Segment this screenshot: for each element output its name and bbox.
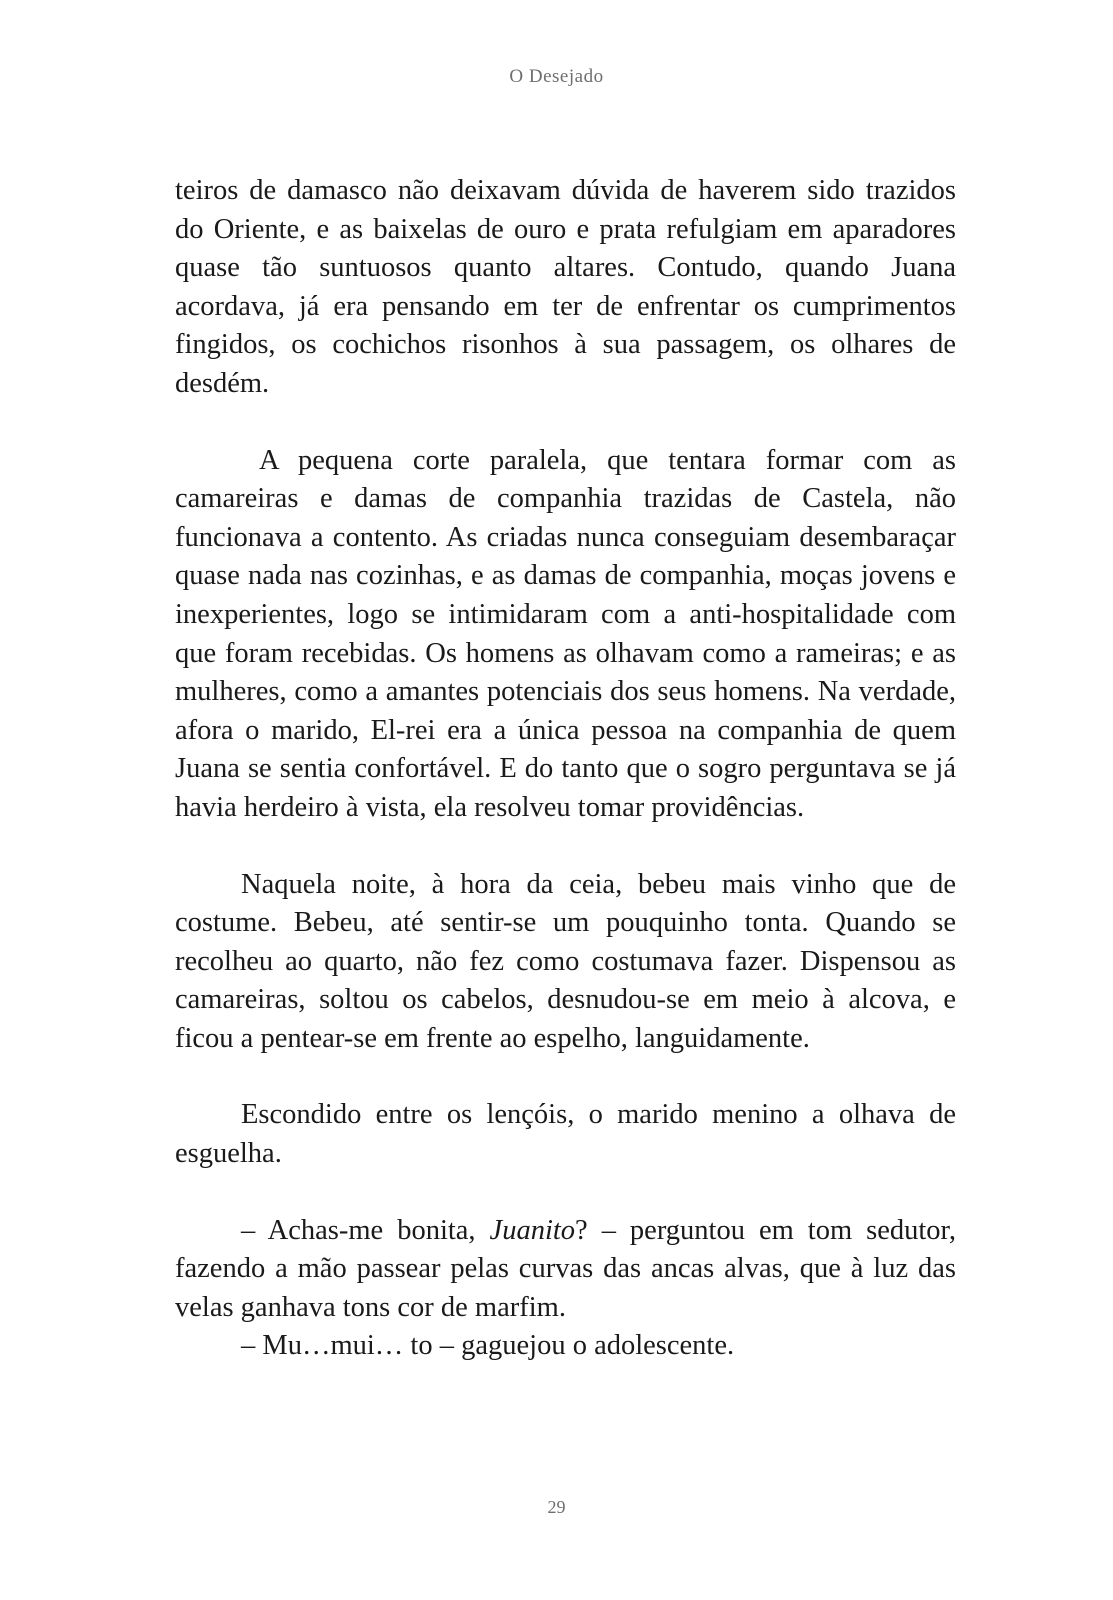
dialogue-line-text: – Achas-me bonita, <box>241 1214 490 1246</box>
paragraph-3: Naquela noite, à hora da ceia, bebeu mais vinho que de costume. Bebeu, até sentir-se um pouquinho tonta. Quando se recolheu ao quarto, não fez como costumava fazer. Dispensou as camareiras, soltou os cabelos, desnudou-se em meio à alcova, e ficou a pentear-se em frente ao espelho, languidamente. <box>175 868 956 1054</box>
paragraph-6-dialogue: – Mu…mui… to – gaguejou o adolescente. <box>241 1330 735 1362</box>
italic-name: Juanito <box>489 1214 576 1246</box>
running-header: O Desejado <box>509 66 604 87</box>
paragraph-2: A pequena corte paralela, que tentara formar com as camareiras e damas de companhia trazidas de Castela, não funcionava a contento. As criadas nunca conseguiam desembaraçar quase nada nas cozinhas, e as damas de companhia, moças jovens e inexperientes, logo se intimidaram com a anti-hospitalidade com que foram recebidas. Os homens as olhavam como a rameiras; e as mulheres, como a amantes potenciais dos seus homens. Na verdade, afora o marido, El-rei era a única pessoa na companhia de quem Juana se sentia confortável. E do tanto que o sogro perguntava se já havia herdeiro à vista, ela resolveu tomar providências. <box>175 444 956 823</box>
chapter-body <box>175 172 956 1366</box>
page-number: 29 <box>547 1497 566 1517</box>
paragraph-5-dialogue <box>175 1212 956 1328</box>
paragraph-4: Escondido entre os lençóis, o marido menino a olhava de esguelha. <box>175 1099 956 1170</box>
dialogue-line-text-continued: ? – perguntou em tom sedutor, fazendo a mão passear pelas curvas das ancas alvas, que à luz das velas ganhava tons cor de marfim. <box>175 1214 956 1323</box>
paragraph-1: teiros de damasco não deixavam dúvida de haverem sido trazidos do Oriente, e as baixelas de ouro e prata refulgiam em aparadores quase tão suntuosos quanto altares. Contudo, quando Juana acordava, já era pensando em ter de enfrentar os cumprimentos fingidos, os cochichos risonhos à sua passagem, os olhares de desdém. <box>175 175 956 399</box>
